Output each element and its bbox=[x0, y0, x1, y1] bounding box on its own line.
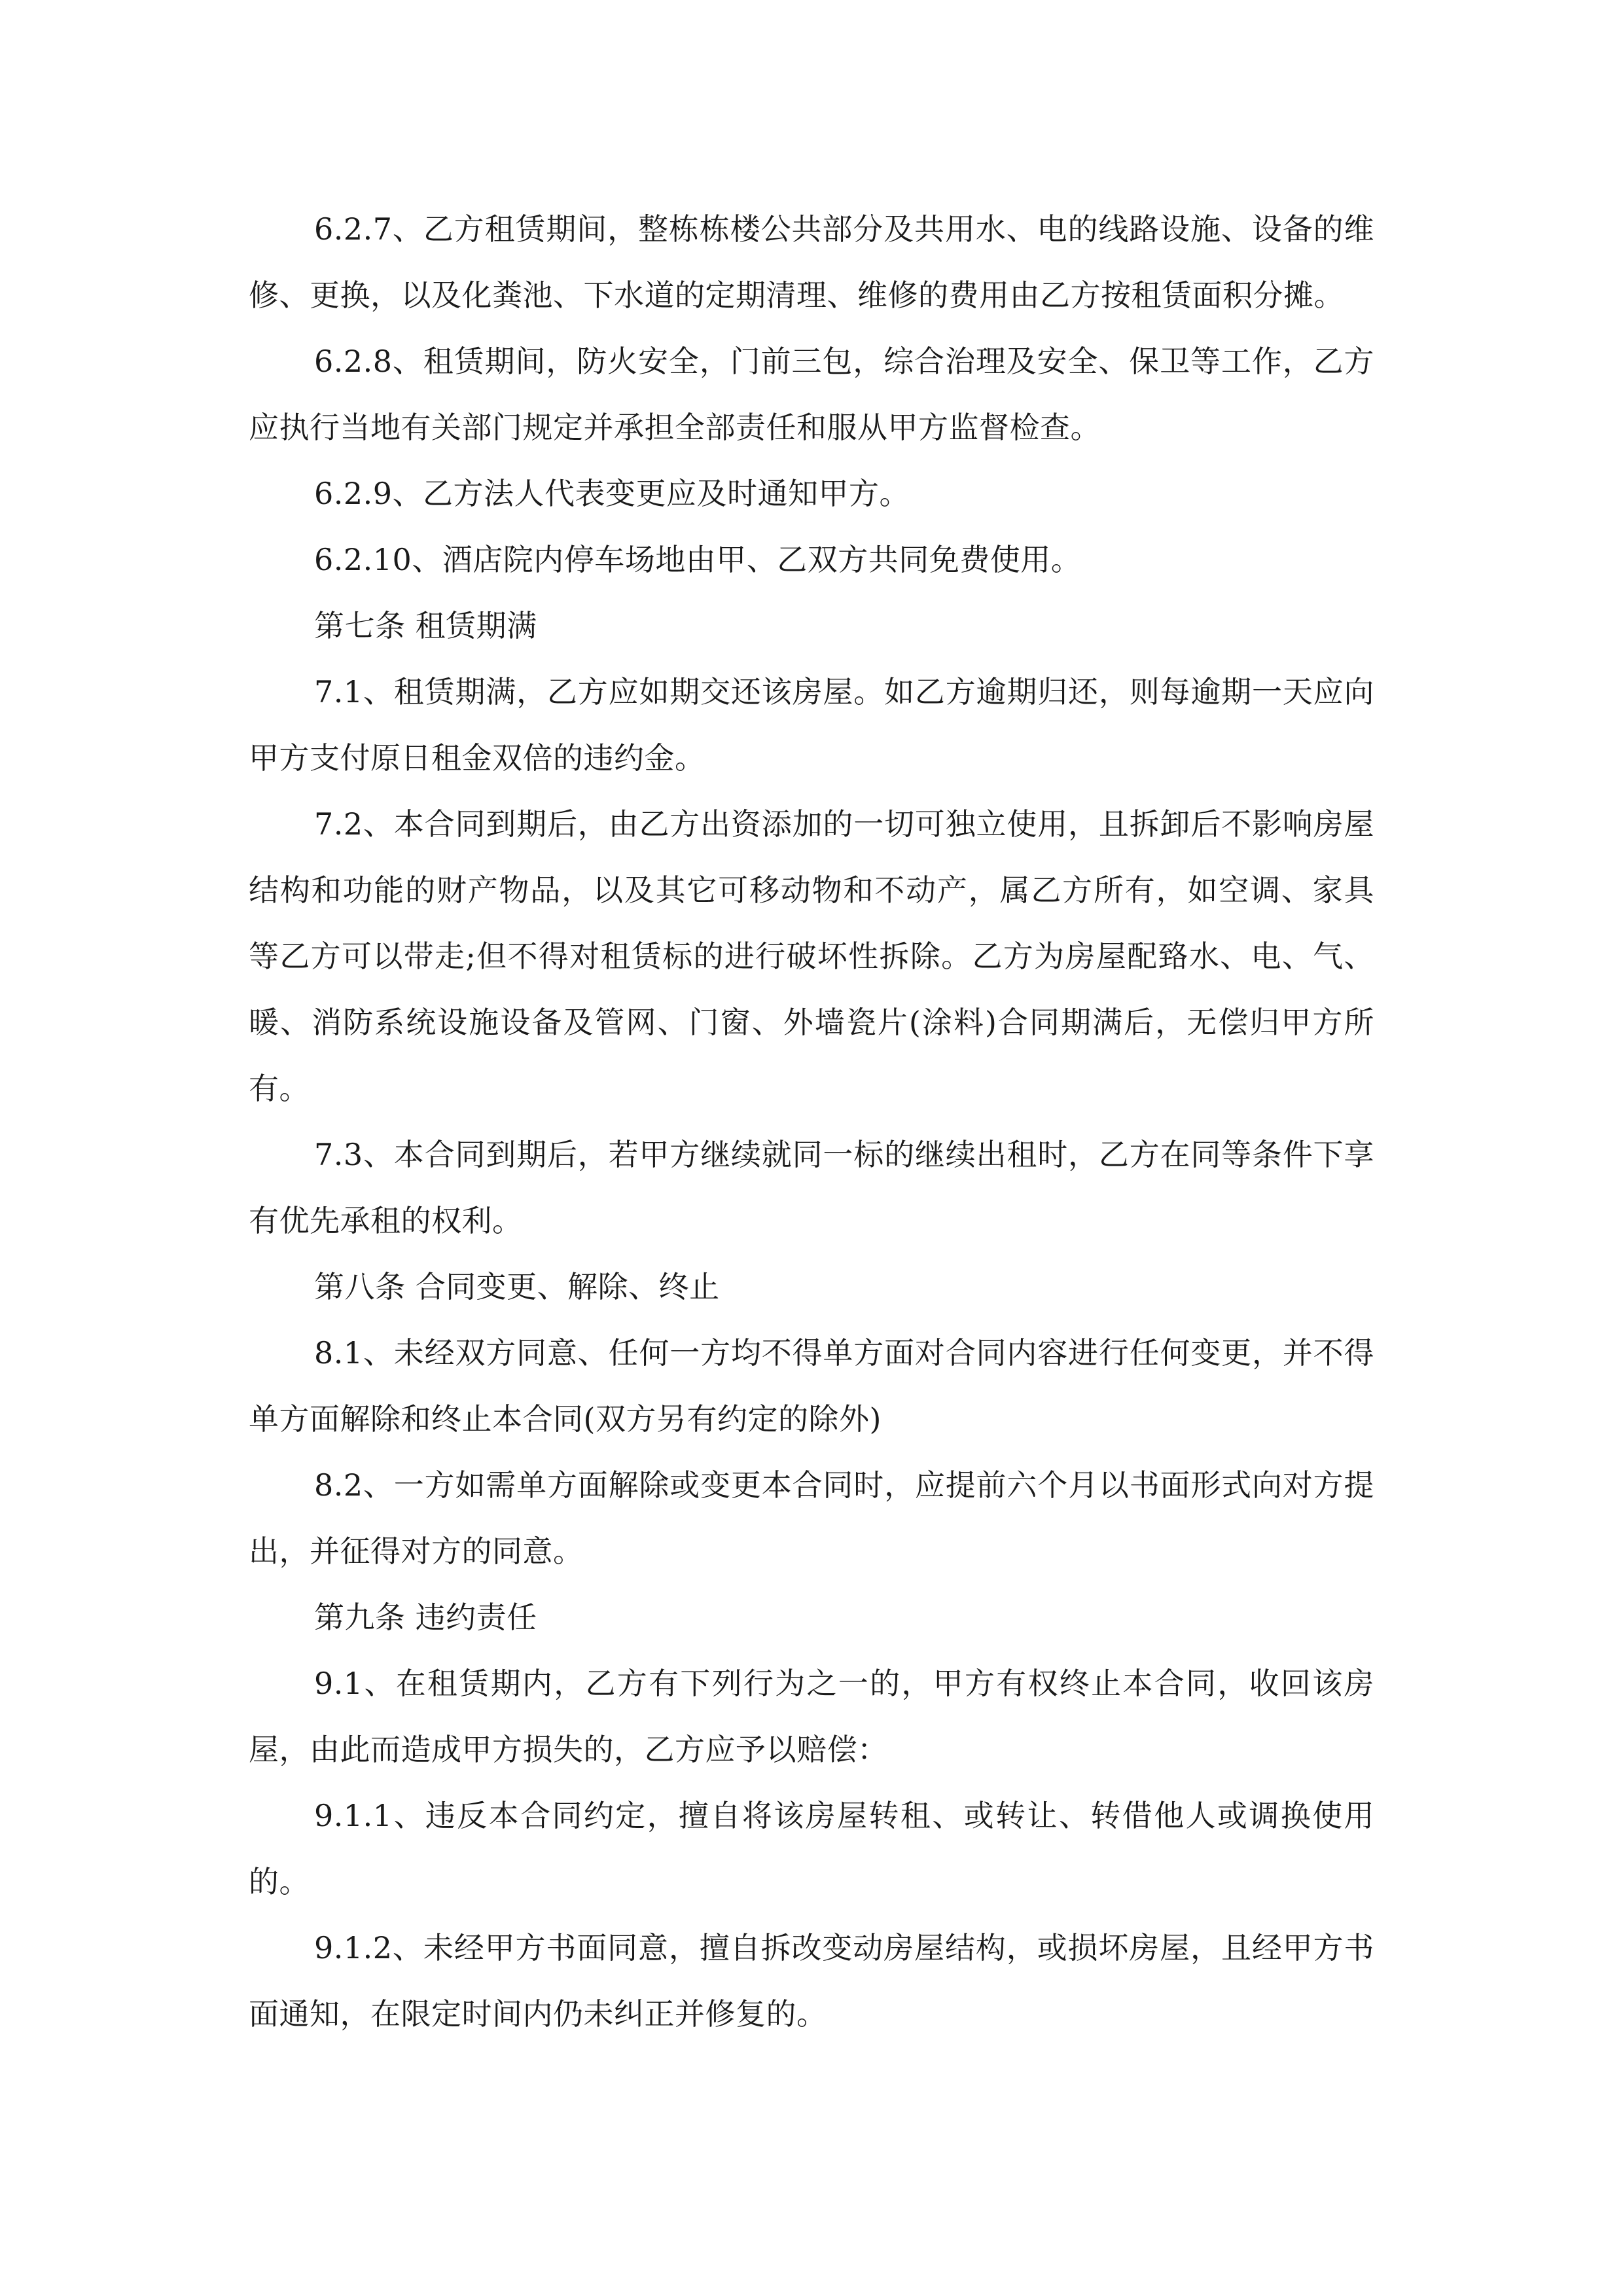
clause-6-2-7: 6.2.7、乙方租赁期间，整栋栋楼公共部分及共用水、电的线路设施、设备的维修、更换，以及化粪池、下水道的定期清理、维修的费用由乙方按租赁面积分摊。 bbox=[249, 211, 1374, 313]
article-8-heading: 第八条 合同变更、解除、终止 bbox=[314, 1269, 720, 1304]
clause-6-2-8: 6.2.8、租赁期间，防火安全，门前三包，综合治理及安全、保卫等工作，乙方应执行当地有关部门规定并承担全部责任和服从甲方监督检查。 bbox=[249, 344, 1374, 445]
clause-9-1-1: 9.1.1、违反本合同约定，擅自将该房屋转租、或转让、转借他人或调换使用的。 bbox=[249, 1798, 1374, 1899]
clause-9-1-2: 9.1.2、未经甲方书面同意，擅自拆改变动房屋结构，或损坏房屋，且经甲方书面通知，在限定时间内仍未纠正并修复的。 bbox=[249, 1930, 1374, 2032]
clause-6-2-9: 6.2.9、乙方法人代表变更应及时通知甲方。 bbox=[314, 476, 910, 511]
document-page bbox=[249, 196, 1374, 2047]
clause-7-2: 7.2、本合同到期后，由乙方出资添加的一切可独立使用，且拆卸后不影响房屋结构和功能的财产物品，以及其它可移动物和不动产，属乙方所有，如空调、家具等乙方可以带走;但不得对租赁标的进行破坏性拆除。乙方为房屋配臵水、电、气、暖、消防系统设施设备及管网、门窗、外墙瓷片(涂料)合同期满后，无偿归甲方所有。 bbox=[249, 806, 1374, 1106]
clause-8-1: 8.1、未经双方同意、任何一方均不得单方面对合同内容进行任何变更，并不得单方面解除和终止本合同(双方另有约定的除外) bbox=[249, 1335, 1374, 1437]
clause-7-1: 7.1、租赁期满，乙方应如期交还该房屋。如乙方逾期归还，则每逾期一天应向甲方支付原日租金双倍的违约金。 bbox=[249, 674, 1374, 776]
clause-7-3: 7.3、本合同到期后，若甲方继续就同一标的继续出租时，乙方在同等条件下享有优先承租的权利。 bbox=[249, 1137, 1374, 1238]
clause-6-2-10: 6.2.10、酒店院内停车场地由甲、乙双方共同免费使用。 bbox=[314, 542, 1082, 577]
clause-8-2: 8.2、一方如需单方面解除或变更本合同时，应提前六个月以书面形式向对方提出，并征得对方的同意。 bbox=[249, 1467, 1374, 1569]
article-7-heading: 第七条 租赁期满 bbox=[314, 608, 537, 643]
clause-9-1: 9.1、在租赁期内，乙方有下列行为之一的，甲方有权终止本合同，收回该房屋，由此而造成甲方损失的，乙方应予以赔偿： bbox=[249, 1666, 1374, 1767]
article-9-heading: 第九条 违约责任 bbox=[314, 1600, 537, 1635]
